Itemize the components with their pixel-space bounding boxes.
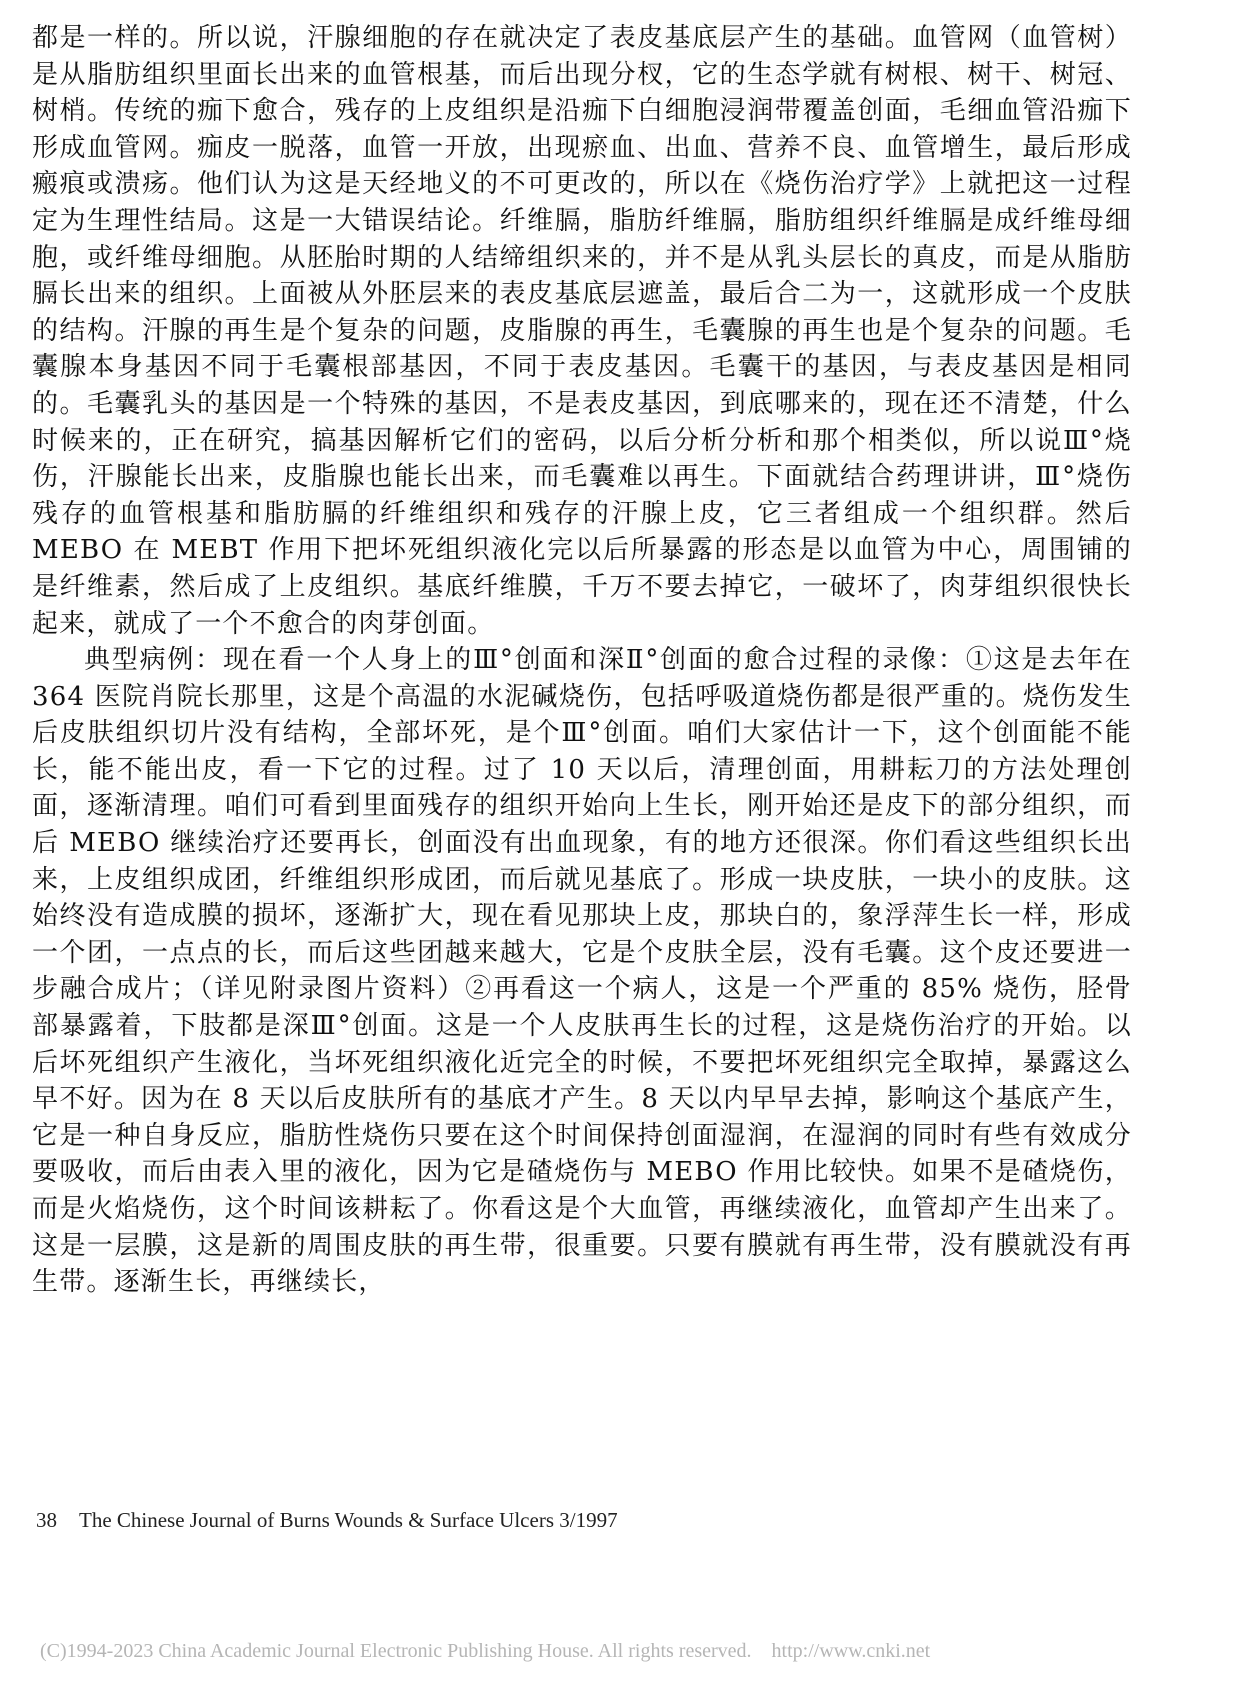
copyright-watermark	[40, 1640, 930, 1663]
paragraph-1: 都是一样的。所以说，汗腺细胞的存在就决定了表皮基底层产生的基础。血管网（血管树）是从脂肪组织里面长出来的血管根基，而后出现分杈，它的生态学就有树根、树干、树冠、树梢。传统的痂下愈合，残存的上皮组织是沿痂下白细胞浸润带覆盖创面，毛细血管沿痂下形成血管网。痂皮一脱落，血管一开放，出现瘀血、出血、营养不良、血管增生，最后形成瘢痕或溃疡。他们认为这是天经地义的不可更改的，所以在《烧伤治疗学》上就把这一过程定为生理性结局。这是一大错误结论。纤维膈，脂肪纤维膈，脂肪组织纤维膈是成纤维母细胞，或纤维母细胞。从胚胎时期的人结缔组织来的，并不是从乳头层长的真皮，而是从脂肪膈长出来的组织。上面被从外胚层来的表皮基底层遮盖，最后合二为一，这就形成一个皮肤的结构。汗腺的再生是个复杂的问题，皮脂腺的再生，毛囊腺的再生也是个复杂的问题。毛囊腺本身基因不同于毛囊根部基因，不同于表皮基因。毛囊干的基因，与表皮基因是相同的。毛囊乳头的基因是一个特殊的基因，不是表皮基因，到底哪来的，现在还不清楚，什么时候来的，正在研究，搞基因解析它们的密码，以后分析分析和那个相类似，所以说Ⅲ°烧伤，汗腺能长出来，皮脂腺也能长出来，而毛囊难以再生。下面就结合药理讲讲，Ⅲ°烧伤残存的血管根基和脂肪膈的纤维组织和残存的汗腺上皮，它三者组成一个组织群。然后 MEBO 在 MEBT 作用下把坏死组织液化完以后所暴露的形态是以血管为中心，周围铺的是纤维素，然后成了上皮组织。基底纤维膜，千万不要去掉它，一破坏了，肉芽组织很快长起来，就成了一个不愈合的肉芽创面。	[32, 23, 1132, 639]
journal-name: The Chinese Journal of Burns Wounds & Surface Ulcers 3/1997	[79, 1508, 618, 1532]
copyright-text: (C)1994-2023 China Academic Journal Electronic Publishing House. All rights reserved.	[40, 1640, 752, 1662]
journal-footer	[36, 1508, 618, 1533]
article-body	[32, 20, 1132, 1301]
copyright-url: http://www.cnki.net	[771, 1640, 931, 1662]
paragraph-2-typical-case: 典型病例：现在看一个人身上的Ⅲ°创面和深Ⅱ°创面的愈合过程的录像：①这是去年在 364 医院肖院长那里，这是个高温的水泥碱烧伤，包括呼吸道烧伤都是很严重的。烧伤发生后皮肤组织切片没有结构，全部坏死，是个Ⅲ°创面。咱们大家估计一下，这个创面能不能长，能不能出皮，看一下它的过程。过了 10 天以后，清理创面，用耕耘刀的方法处理创面，逐渐清理。咱们可看到里面残存的组织开始向上生长，刚开始还是皮下的部分组织，而后 MEBO 继续治疗还要再长，创面没有出血现象，有的地方还很深。你们看这些组织长出来，上皮组织成团，纤维组织形成团，而后就见基底了。形成一块皮肤，一块小的皮肤。这始终没有造成膜的损坏，逐渐扩大，现在看见那块上皮，那块白的，象浮萍生长一样，形成一个团，一点点的长，而后这些团越来越大，它是个皮肤全层，没有毛囊。这个皮还要进一步融合成片；（详见附录图片资料）②再看这一个病人，这是一个严重的 85% 烧伤，胫骨部暴露着，下肢都是深Ⅲ°创面。这是一个人皮肤再生长的过程，这是烧伤治疗的开始。以后坏死组织产生液化，当坏死组织液化近完全的时候，不要把坏死组织完全取掉，暴露这么早不好。因为在 8 天以后皮肤所有的基底才产生。8 天以内早早去掉，影响这个基底产生，它是一种自身反应，脂肪性烧伤只要在这个时间保持创面湿润，在湿润的同时有些有效成分要吸收，而后由表入里的液化，因为它是碴烧伤与 MEBO 作用比较快。如果不是碴烧伤，而是火焰烧伤，这个时间该耕耘了。你看这是个大血管，再继续液化，血管却产生出来了。这是一层膜，这是新的周围皮肤的再生带，很重要。只要有膜就有再生带，没有膜就没有再生带。逐渐生长，再继续长，	[32, 645, 1132, 1298]
page-number: 38	[36, 1508, 57, 1532]
